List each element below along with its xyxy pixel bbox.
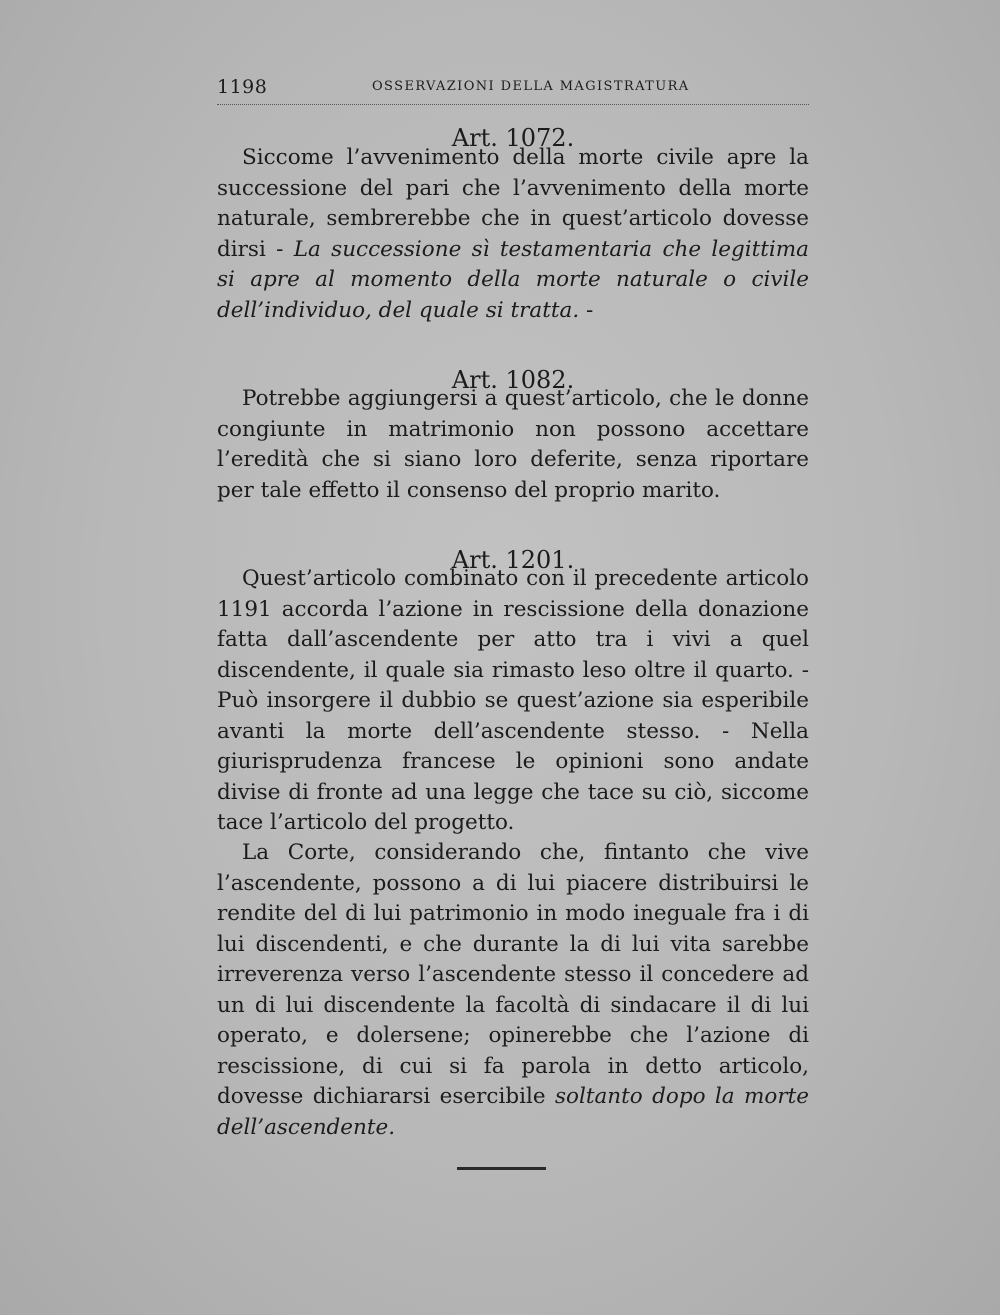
article-1082-paragraph xyxy=(217,384,809,506)
paragraph-text: Quest’articolo combinato con il precedente articolo 1191 accorda l’azione in rescissione della donazione fatta dall’ascendente per atto tra i vivi a quel discendente, il quale sia rimasto leso oltre il quarto. - Può insorgere il dubbio se quest’azione sia esperibile avanti la morte dell’ascendente stesso. - Nella giurisprudenza francese le opinioni sono andate divise di fronte ad una legge che tace su ciò, siccome tace l’articolo del progetto. xyxy=(217,566,809,835)
paragraph-text: Potrebbe aggiungersi a quest’articolo, che le donne congiunte in matrimonio non possono accettare l’eredità che si siano loro deferite, senza riportare per tale effetto il consenso del proprio marito. xyxy=(217,386,809,503)
running-header xyxy=(217,76,809,105)
article-1072-paragraph xyxy=(217,143,809,326)
closing-rule xyxy=(457,1167,546,1170)
paragraph-tail-text: - xyxy=(579,297,594,323)
paragraph-text: Siccome l’avvenimento della morte civile apre la successione del pari che l’avvenimento della morte naturale, sembrerebbe che in quest’articolo dovesse dirsi - xyxy=(217,145,809,262)
page-number: 1198 xyxy=(217,76,268,98)
article-heading-1082: Art. 1082. xyxy=(451,366,575,394)
paragraph-italic-text: La successione sì testamentaria che legittima si apre al momento della morte naturale o civile dell’individuo, del quale si tratta. xyxy=(217,236,809,323)
paragraph-italic-text: soltanto dopo la morte dell’ascendente. xyxy=(217,1084,809,1140)
running-title: OSSERVAZIONI DELLA MAGISTRATURA xyxy=(372,79,690,94)
paragraph-text: La Corte, considerando che, fintanto che vive l’ascendente, possono a di lui piacere distribuirsi le rendite del di lui patrimonio in modo ineguale fra i di lui discendenti, e che durante la di lui vita sarebbe irreverenza verso l’ascendente stesso il concedere ad un di lui discendente la facoltà di sindacare il di lui operato, e dolersene; opinerebbe che l’azione di rescissione, di cui si fa parola in detto articolo, dovesse dichiararsi esercibile xyxy=(217,840,809,1109)
article-1201-paragraph-1 xyxy=(217,564,809,839)
article-1201-paragraph-2 xyxy=(217,838,809,1143)
article-heading-1072: Art. 1072. xyxy=(451,124,575,152)
article-heading-1201: Art. 1201. xyxy=(451,546,575,574)
